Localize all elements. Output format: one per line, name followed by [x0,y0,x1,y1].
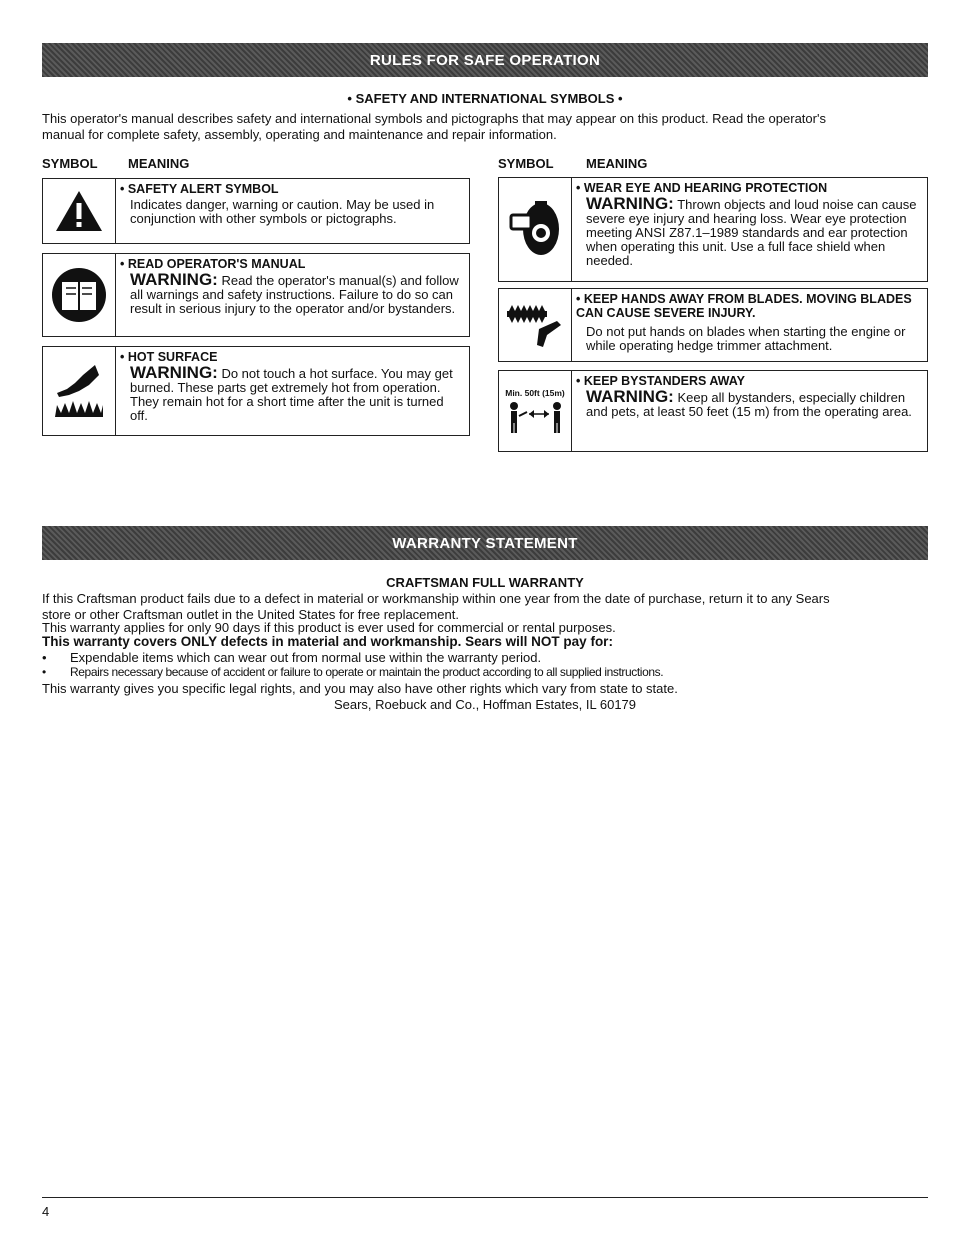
warranty-heading: CRAFTSMAN FULL WARRANTY [386,575,584,590]
symbol-body: Keep all bystanders, especially children and pets, at least 50 feet (15 m) from the operating area. [586,390,912,419]
hands-away-blades-icon [499,289,572,361]
warning-label: WARNING: [130,363,218,382]
symbol-read-manual [42,253,470,337]
warranty-paragraph-1 [42,591,928,623]
warranty-coverage-note: This warranty covers ONLY defects in material and workmanship. Sears will NOT pay for: [42,634,613,649]
bystander-distance-label: Min. 50ft (15m) [505,388,565,398]
eye-hearing-protection-icon [499,178,572,281]
intro-line-1: This operator's manual describes safety and international symbols and pictographs that may appear on this product. Read the operator's [42,111,826,126]
read-manual-icon [43,254,116,336]
rules-banner: RULES FOR SAFE OPERATION [42,43,928,77]
bullet-text: Repairs necessary because of accident or failure to operate or maintain the product according to all supplied instructions. [70,665,664,679]
bullet-text: Expendable items which can wear out from normal use within the warranty period. [70,650,542,665]
warranty-line: If this Craftsman product fails due to a defect in material or workmanship within one year from the date of purchase, return it to any Sears [42,591,830,606]
symbol-body: Do not put hands on blades when starting the engine or while operating hedge trimmer attachment. [586,324,906,353]
symbol-description [576,387,921,419]
col-symbol-label: SYMBOL [498,156,554,171]
right-column-header [498,156,647,171]
warning-label: WARNING: [586,387,674,406]
symbol-body: Read the operator's manual(s) and follow all warnings and safety instructions. Failure to do so can result in serious injury to the operator and/or bystanders. [130,273,459,316]
symbol-eye-hearing [498,177,928,282]
symbol-description [120,270,463,316]
warning-label: WARNING: [130,270,218,289]
symbol-description [120,198,463,226]
symbol-title: • READ OPERATOR'S MANUAL [120,257,306,271]
warranty-bullet-2 [42,665,928,680]
bullet-dot: • [42,650,47,665]
safety-alert-icon [43,179,116,243]
page-number: 4 [42,1204,50,1219]
symbol-hands-blades [498,288,928,362]
warning-label: WARNING: [586,194,674,213]
symbol-title: • SAFETY ALERT SYMBOL [120,182,279,196]
symbol-safety-alert [42,178,470,244]
symbol-body: Indicates danger, warning or caution. May be used in conjunction with other symbols or pictographs. [130,197,435,226]
symbol-title: • WEAR EYE AND HEARING PROTECTION [576,181,828,195]
bullet-dot: • [42,665,46,679]
symbols-heading: • SAFETY AND INTERNATIONAL SYMBOLS • [347,91,623,106]
col-meaning-label: MEANING [128,156,190,171]
symbol-title: • KEEP HANDS AWAY FROM BLADES. MOVING BLADES CAN CAUSE SEVERE INJURY. [576,292,912,320]
intro-text [42,111,928,143]
keep-bystanders-away-icon [499,371,572,451]
col-meaning-label: MEANING [586,156,648,171]
warranty-line: store or other Craftsman outlet in the United States for free replacement. [42,607,459,622]
col-symbol-label: SYMBOL [42,156,98,171]
hot-surface-icon [43,347,116,435]
intro-line-2: manual for complete safety, assembly, operating and maintenance and repair information. [42,127,557,142]
symbol-title: • HOT SURFACE [120,350,218,364]
symbol-description [576,325,921,353]
warranty-banner: WARRANTY STATEMENT [42,526,928,560]
symbol-body: Do not touch a hot surface. You may get burned. These parts get extremely hot from operation. They remain hot for a short time after the unit is turned off. [130,366,453,423]
symbol-description [576,194,921,268]
symbol-bystanders [498,370,928,452]
symbol-hot-surface [42,346,470,436]
warranty-bullet-1 [42,650,928,665]
symbol-title: • KEEP BYSTANDERS AWAY [576,374,746,388]
footer-rule [42,1197,928,1198]
warranty-address: Sears, Roebuck and Co., Hoffman Estates, IL 60179 [333,697,637,712]
warranty-paragraph-2: This warranty applies for only 90 days if this product is ever used for commercial or rental purposes. [42,620,616,635]
warranty-paragraph-3: This warranty gives you specific legal rights, and you may also have other rights which vary from state to state. [42,681,678,696]
symbol-description [120,363,463,423]
symbol-body: Thrown objects and loud noise can cause severe eye injury and hearing loss. Wear eye protection meeting ANSI Z87.1–1989 standards and ear protection when operating this unit. Use a full face shield when needed. [586,197,917,268]
left-column-header [42,156,189,171]
